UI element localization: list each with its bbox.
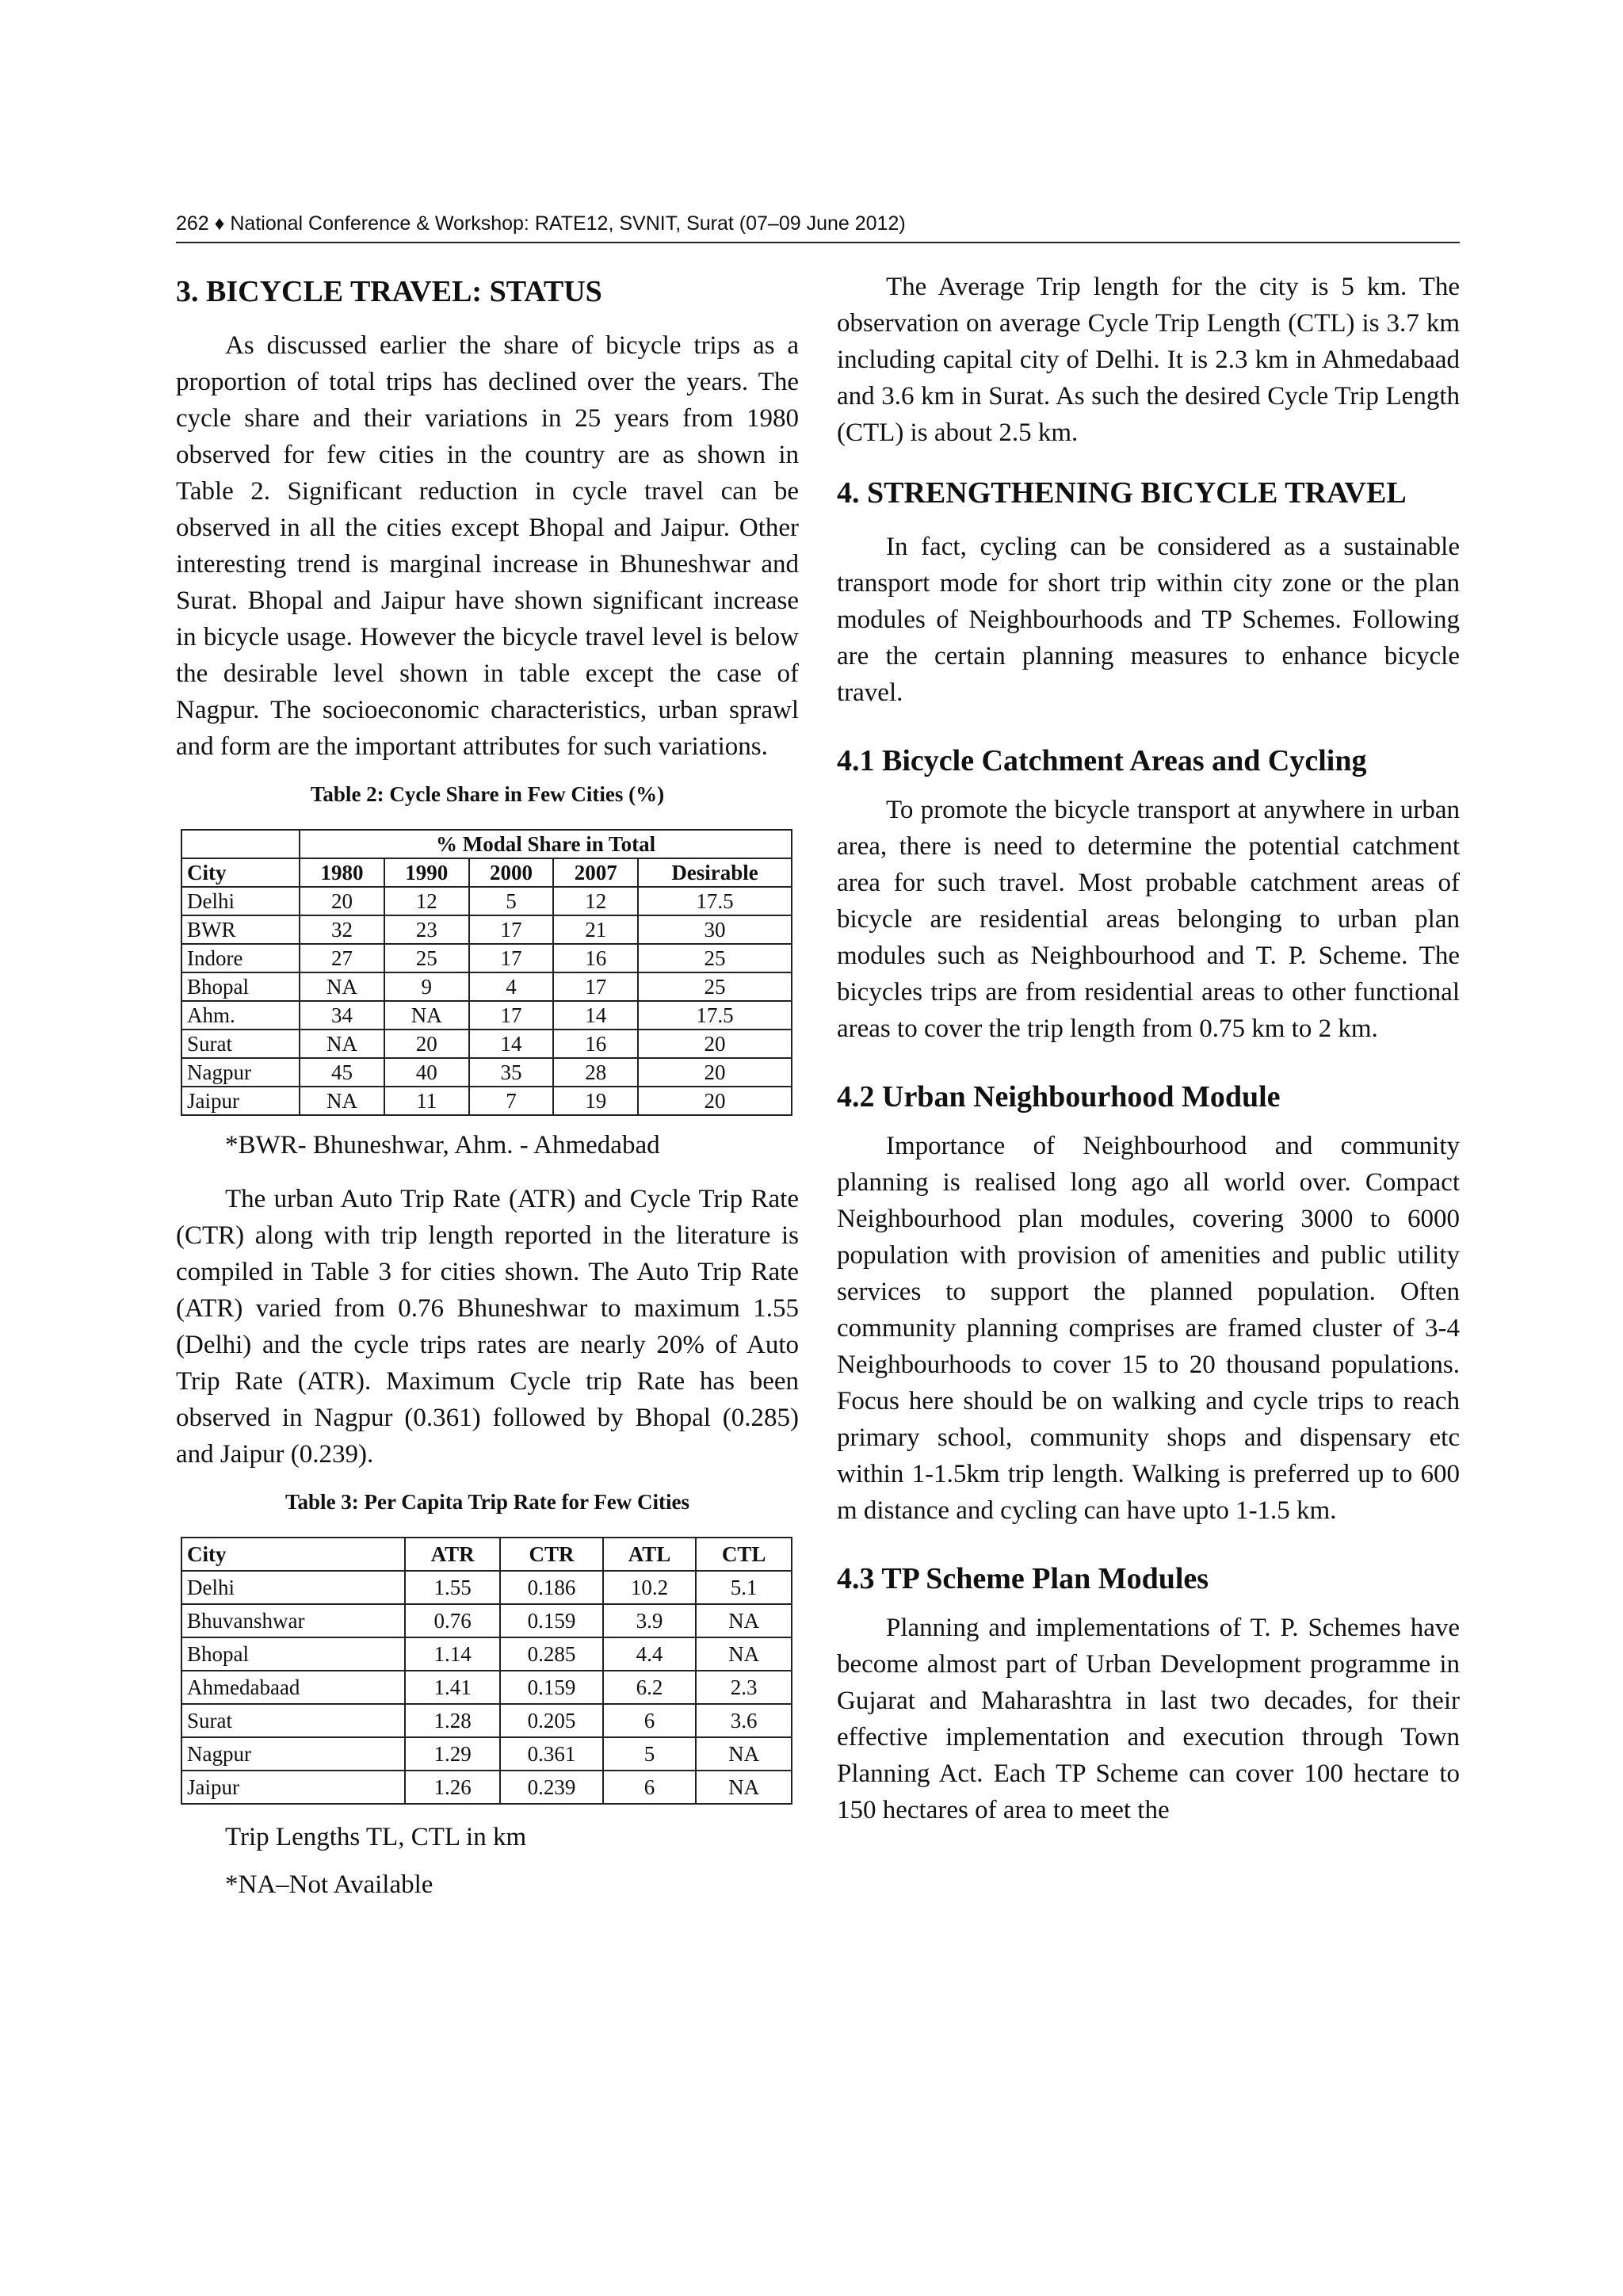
- table-2-header-row: [181, 858, 792, 887]
- value-cell: NA: [384, 1001, 469, 1030]
- value-cell: 17.5: [638, 887, 792, 915]
- city-cell: Bhopal: [181, 972, 300, 1001]
- value-cell: 9: [384, 972, 469, 1001]
- table-2-header: City: [181, 858, 300, 887]
- value-cell: 19: [553, 1087, 638, 1115]
- section-4-1-heading: 4.1 Bicycle Catchment Areas and Cycling: [837, 744, 1367, 777]
- value-cell: 40: [384, 1058, 469, 1087]
- table-2-header: 1990: [384, 858, 469, 887]
- table-3-note-units: Trip Lengths TL, CTL in km: [225, 1823, 527, 1851]
- value-cell: 10.2: [603, 1571, 696, 1604]
- value-cell: 21: [553, 915, 638, 944]
- table-3-header: ATR: [405, 1538, 500, 1571]
- value-cell: NA: [696, 1771, 792, 1804]
- table-3-header: City: [181, 1538, 405, 1571]
- section-4-3-paragraph: Planning and implementations of T. P. Schemes have become almost part of Urban Development programme in Gujarat and Maharashtra in last two decades, for their effective implementation and execution through Town Planning Act. Each TP Scheme can cover 100 hectare to 150 hectares of area to meet the: [837, 1614, 1460, 1824]
- value-cell: NA: [300, 1087, 384, 1115]
- city-cell: Nagpur: [181, 1737, 405, 1771]
- value-cell: 25: [384, 944, 469, 972]
- section-4-3-heading: 4.3 TP Scheme Plan Modules: [837, 1562, 1209, 1595]
- table-3-header: CTR: [500, 1538, 603, 1571]
- value-cell: 20: [638, 1058, 792, 1087]
- value-cell: NA: [696, 1637, 792, 1671]
- value-cell: 6: [603, 1704, 696, 1737]
- value-cell: NA: [300, 972, 384, 1001]
- table-3-row: [181, 1671, 792, 1704]
- table-2-row: [181, 1087, 792, 1115]
- value-cell: 0.239: [500, 1771, 603, 1804]
- value-cell: 4.4: [603, 1637, 696, 1671]
- table-2-corner: [181, 830, 300, 858]
- value-cell: 17.5: [638, 1001, 792, 1030]
- section-4-paragraph: In fact, cycling can be considered as a sustainable transport mode for short trip within city zone or the plan modules of Neighbourhoods and TP Schemes. Following are the certain planning measures to enhance bicycle travel.: [837, 533, 1460, 707]
- value-cell: 35: [469, 1058, 554, 1087]
- value-cell: 12: [553, 887, 638, 915]
- section-4-2-paragraph: Importance of Neighbourhood and community planning is realised long ago all world over. Compact Neighbourhood plan modules, covering 3000 to 6000 population with provision of amenities and public utility services to support the planned population. Often community planning comprises are framed cluster of 3-4 Neighbourhoods to cover 15 to 20 thousand populations. Focus here should be on walking and cycle trips to reach primary school, community shops and dispensary etc within 1-1.5km trip length. Walking is preferred up to 600 m distance and cycling can have upto 1-1.5 km.: [837, 1132, 1460, 1525]
- city-cell: Jaipur: [181, 1087, 300, 1115]
- table-2-header: Desirable: [638, 858, 792, 887]
- value-cell: 14: [469, 1030, 554, 1058]
- value-cell: 16: [553, 1030, 638, 1058]
- value-cell: 20: [384, 1030, 469, 1058]
- table-3-header: ATL: [603, 1538, 696, 1571]
- section-4-heading: 4. STRENGTHENING BICYCLE TRAVEL: [837, 476, 1407, 510]
- value-cell: NA: [696, 1604, 792, 1637]
- city-cell: Surat: [181, 1704, 405, 1737]
- value-cell: 0.159: [500, 1604, 603, 1637]
- value-cell: 0.186: [500, 1571, 603, 1604]
- table-2-header: 1980: [300, 858, 384, 887]
- value-cell: 28: [553, 1058, 638, 1087]
- city-cell: Bhuvanshwar: [181, 1604, 405, 1637]
- left-column: [176, 273, 799, 1920]
- table-3-caption: Table 3: Per Capita Trip Rate for Few Cities: [285, 1490, 689, 1514]
- value-cell: 1.28: [405, 1704, 500, 1737]
- section-3-heading: 3. BICYCLE TRAVEL: STATUS: [176, 275, 602, 308]
- city-cell: BWR: [181, 915, 300, 944]
- table-2-header: 2007: [553, 858, 638, 887]
- value-cell: 16: [553, 944, 638, 972]
- value-cell: 1.29: [405, 1737, 500, 1771]
- value-cell: 20: [638, 1030, 792, 1058]
- table-3-row: [181, 1771, 792, 1804]
- table-2-body: [181, 887, 792, 1115]
- value-cell: 27: [300, 944, 384, 972]
- value-cell: 0.361: [500, 1737, 603, 1771]
- table-2-row: [181, 1058, 792, 1087]
- average-trip-paragraph: The Average Trip length for the city is 5 km. The observation on average Cycle Trip Length (CTL) is 3.7 km including capital city of Delhi. It is 2.3 km in Ahmedabaad and 3.6 km in Surat. As such the desired Cycle Trip Length (CTL) is about 2.5 km.: [837, 273, 1460, 447]
- value-cell: 1.26: [405, 1771, 500, 1804]
- city-cell: Ahmedabaad: [181, 1671, 405, 1704]
- table-2-group-header: % Modal Share in Total: [300, 830, 792, 858]
- value-cell: 30: [638, 915, 792, 944]
- value-cell: 6: [603, 1771, 696, 1804]
- value-cell: 17: [553, 972, 638, 1001]
- value-cell: 17: [469, 1001, 554, 1030]
- value-cell: 1.41: [405, 1671, 500, 1704]
- table-3-header: CTL: [696, 1538, 792, 1571]
- value-cell: 5: [603, 1737, 696, 1771]
- value-cell: 14: [553, 1001, 638, 1030]
- table-2-row: [181, 944, 792, 972]
- table-2-row: [181, 915, 792, 944]
- table-2-note: *BWR- Bhuneshwar, Ahm. - Ahmedabad: [225, 1131, 660, 1159]
- value-cell: NA: [300, 1030, 384, 1058]
- value-cell: 7: [469, 1087, 554, 1115]
- value-cell: 25: [638, 944, 792, 972]
- value-cell: 5: [469, 887, 554, 915]
- city-cell: Delhi: [181, 1571, 405, 1604]
- table-3-row: [181, 1637, 792, 1671]
- value-cell: 20: [638, 1087, 792, 1115]
- right-column: [837, 273, 1460, 1846]
- value-cell: 34: [300, 1001, 384, 1030]
- value-cell: 11: [384, 1087, 469, 1115]
- section-4-2-heading: 4.2 Urban Neighbourhood Module: [837, 1080, 1281, 1114]
- city-cell: Bhopal: [181, 1637, 405, 1671]
- value-cell: 25: [638, 972, 792, 1001]
- value-cell: 20: [300, 887, 384, 915]
- city-cell: Indore: [181, 944, 300, 972]
- section-4-1-paragraph: To promote the bicycle transport at anywhere in urban area, there is need to determine the potential catchment area for such travel. Most probable catchment areas of bicycle are residential areas belonging to urban plan modules such as Neighbourhood and T. P. Scheme. The bicycles trips are from residential areas to other functional areas to cover the trip length from 0.75 km to 2 km.: [837, 796, 1460, 1043]
- city-cell: Jaipur: [181, 1771, 405, 1804]
- value-cell: 4: [469, 972, 554, 1001]
- value-cell: 45: [300, 1058, 384, 1087]
- value-cell: 6.2: [603, 1671, 696, 1704]
- table-3-header-row: [181, 1538, 792, 1571]
- value-cell: 2.3: [696, 1671, 792, 1704]
- table-2: [181, 829, 792, 1116]
- value-cell: 3.6: [696, 1704, 792, 1737]
- city-cell: Nagpur: [181, 1058, 300, 1087]
- value-cell: 17: [469, 944, 554, 972]
- value-cell: 0.159: [500, 1671, 603, 1704]
- value-cell: 0.205: [500, 1704, 603, 1737]
- table-2-caption: Table 2: Cycle Share in Few Cities (%): [310, 782, 665, 806]
- table-2-header: 2000: [469, 858, 554, 887]
- value-cell: 23: [384, 915, 469, 944]
- table-3-note-na: *NA–Not Available: [225, 1870, 433, 1899]
- city-cell: Delhi: [181, 887, 300, 915]
- table-3: [181, 1537, 792, 1805]
- table-2-row: [181, 1001, 792, 1030]
- table-3-row: [181, 1737, 792, 1771]
- table-3-row: [181, 1571, 792, 1604]
- table-3-row: [181, 1604, 792, 1637]
- value-cell: 1.55: [405, 1571, 500, 1604]
- value-cell: 5.1: [696, 1571, 792, 1604]
- section-3-paragraph: As discussed earlier the share of bicycle trips as a proportion of total trips has declined over the years. The cycle share and their variations in 25 years from 1980 observed for few cities in the country are as shown in Table 2. Significant reduction in cycle travel can be observed in all the cities except Bhopal and Jaipur. Other interesting trend is marginal increase in Bhuneshwar and Surat. Bhopal and Jaipur have shown significant increase in bicycle usage. However the bicycle travel level is below the desirable level shown in table except the case of Nagpur. The socioeconomic characteristics, urban sprawl and form are the important attributes for such variations.: [176, 331, 799, 761]
- table-3-row: [181, 1704, 792, 1737]
- value-cell: 12: [384, 887, 469, 915]
- value-cell: 32: [300, 915, 384, 944]
- value-cell: NA: [696, 1737, 792, 1771]
- running-header: 262 ♦ National Conference & Workshop: RATE12, SVNIT, Surat (07–09 June 2012): [176, 212, 1460, 243]
- table-2-row: [181, 887, 792, 915]
- city-cell: Surat: [181, 1030, 300, 1058]
- trip-rate-paragraph: The urban Auto Trip Rate (ATR) and Cycle Trip Rate (CTR) along with trip length reported in the literature is compiled in Table 3 for cities shown. The Auto Trip Rate (ATR) varied from 0.76 Bhuneshwar to maximum 1.55 (Delhi) and the cycle trips rates are nearly 20% of Auto Trip Rate (ATR). Maximum Cycle trip Rate has been observed in Nagpur (0.361) followed by Bhopal (0.285) and Jaipur (0.239).: [176, 1185, 799, 1469]
- city-cell: Ahm.: [181, 1001, 300, 1030]
- table-2-row: [181, 972, 792, 1001]
- value-cell: 0.76: [405, 1604, 500, 1637]
- table-2-row: [181, 1030, 792, 1058]
- table-3-body: [181, 1571, 792, 1804]
- value-cell: 1.14: [405, 1637, 500, 1671]
- value-cell: 3.9: [603, 1604, 696, 1637]
- value-cell: 0.285: [500, 1637, 603, 1671]
- value-cell: 17: [469, 915, 554, 944]
